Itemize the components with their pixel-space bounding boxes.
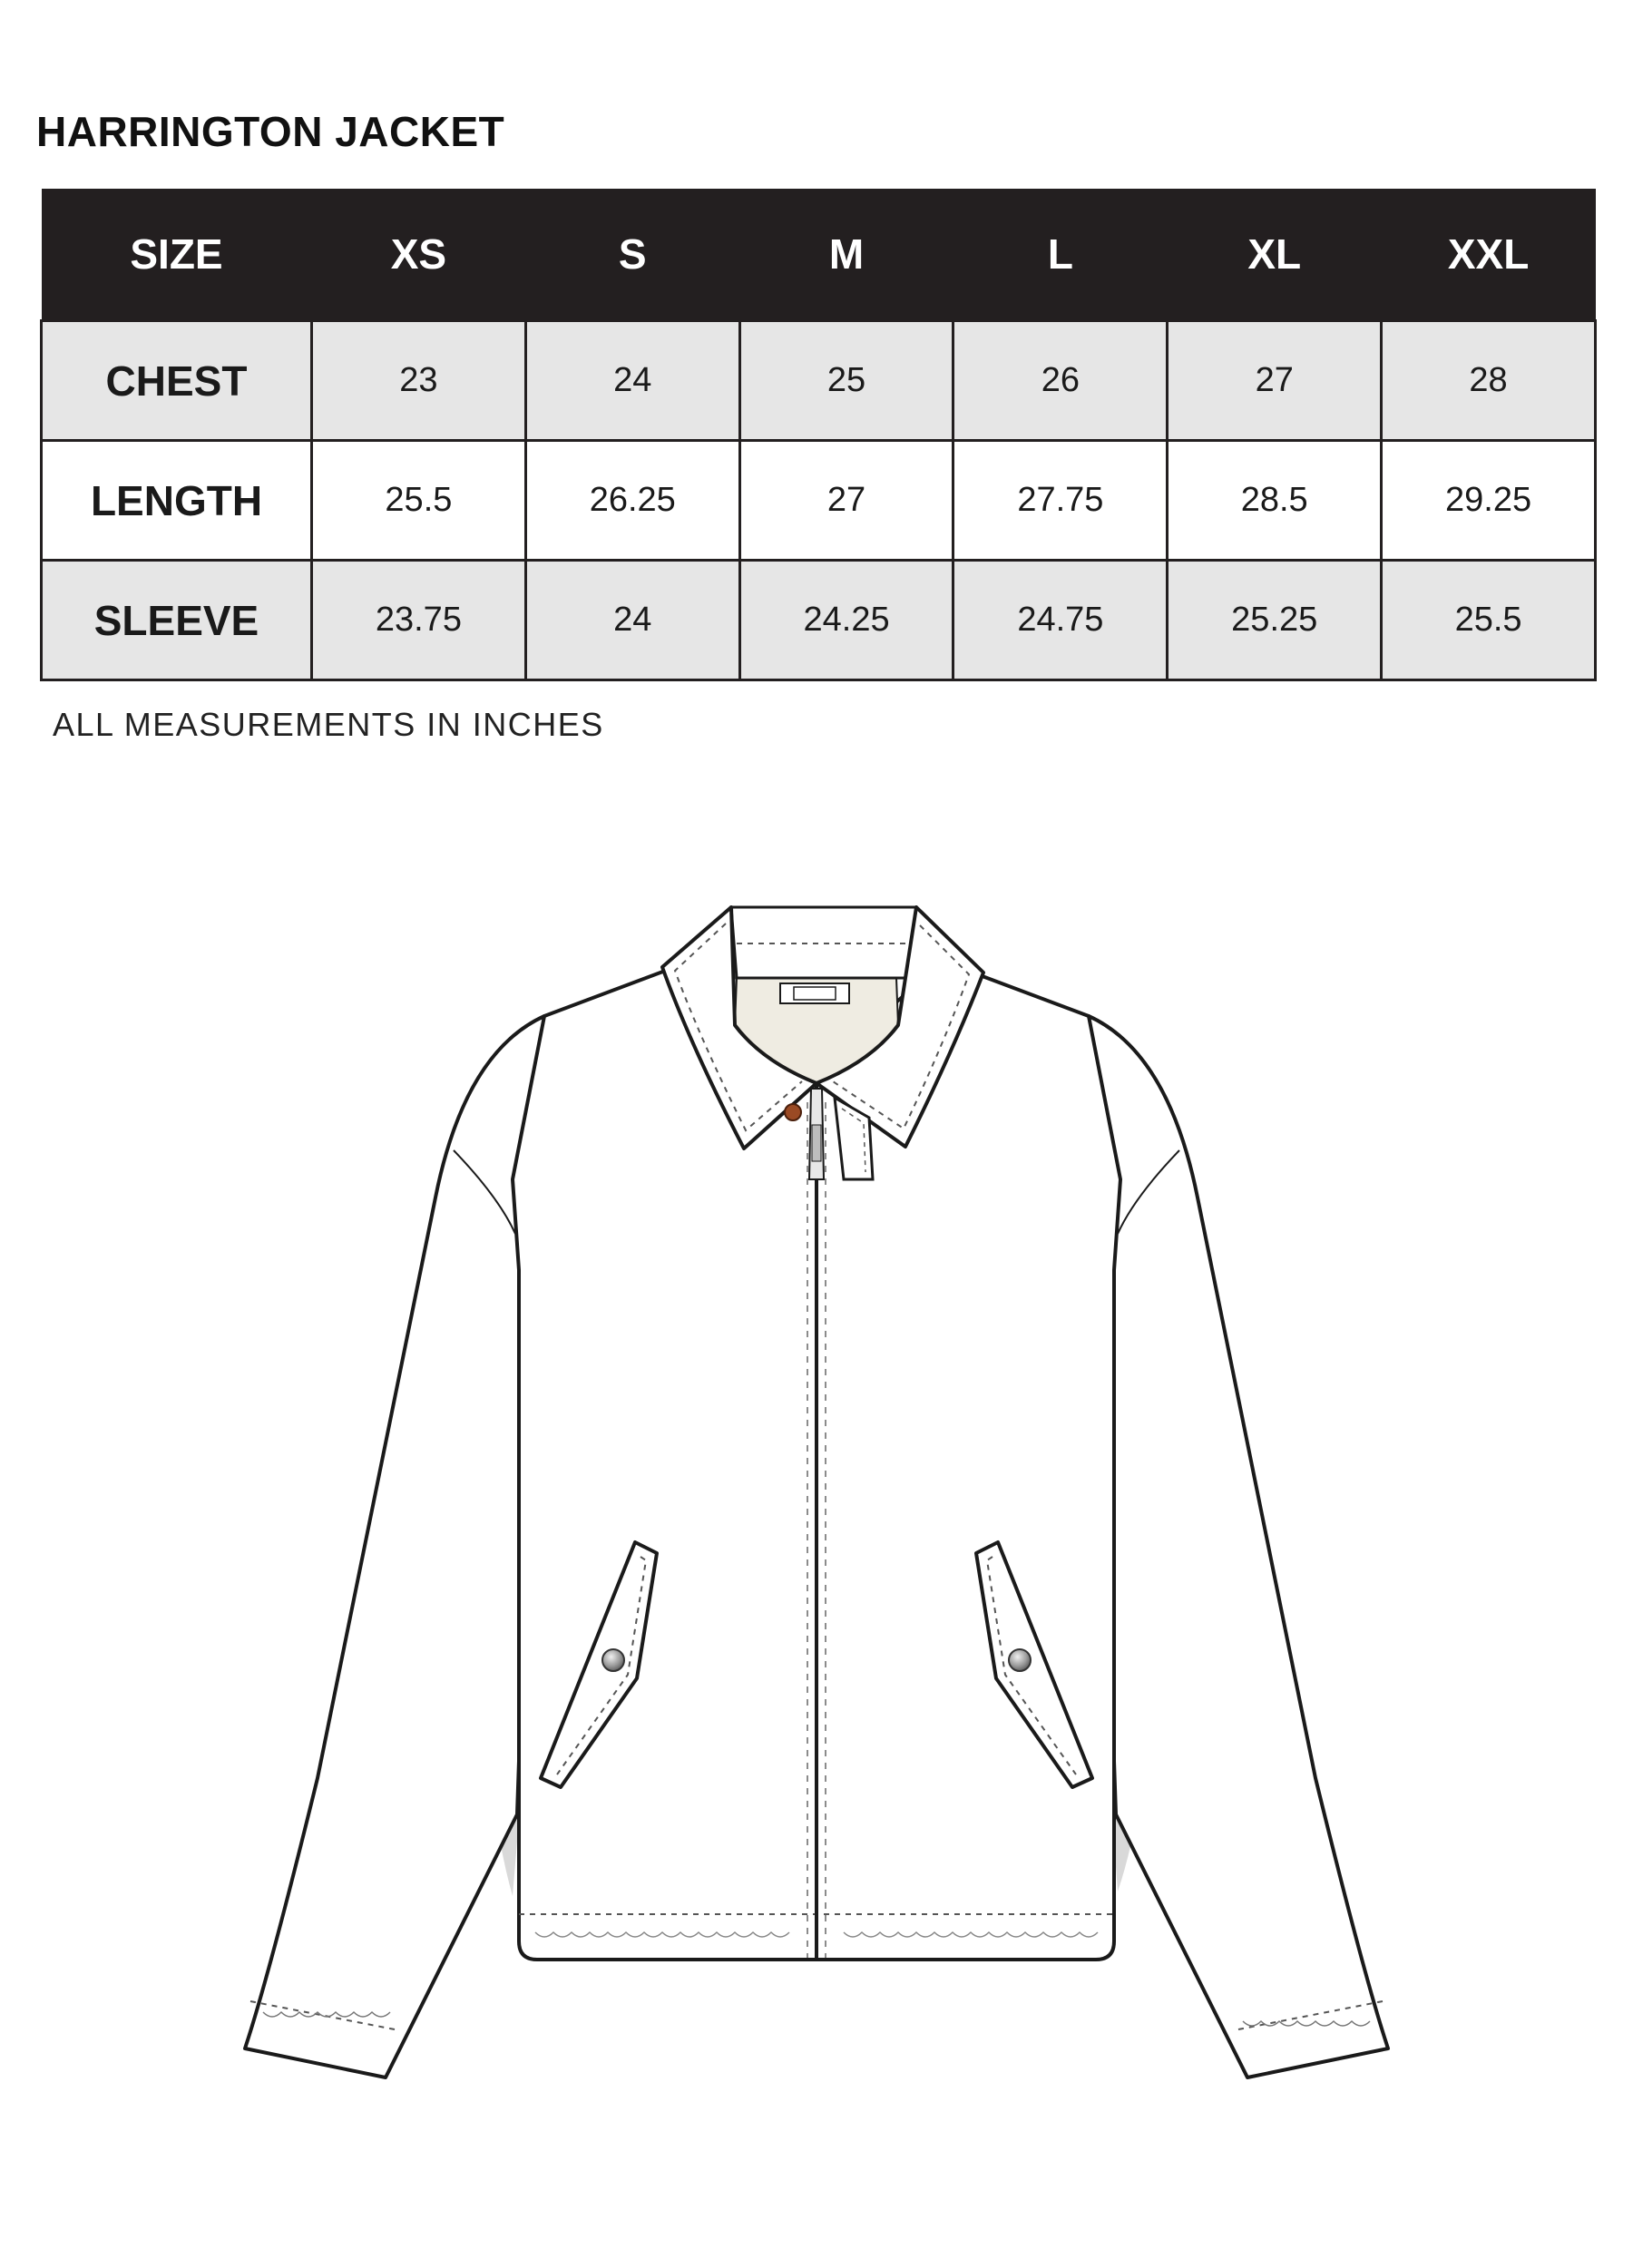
row-label-chest: CHEST	[42, 321, 312, 441]
header-size-s: S	[525, 189, 739, 321]
table-cell: 27.75	[953, 441, 1168, 561]
header-size-label: SIZE	[42, 189, 312, 321]
right-pocket-snap-icon	[1009, 1649, 1031, 1671]
table-cell: 27	[739, 441, 953, 561]
row-label-length: LENGTH	[42, 441, 312, 561]
table-cell: 24	[525, 321, 739, 441]
table-cell: 27	[1168, 321, 1382, 441]
table-cell: 25.5	[312, 441, 526, 561]
table-cell: 25.25	[1168, 561, 1382, 680]
header-size-xxl: XXL	[1382, 189, 1596, 321]
header-size-m: M	[739, 189, 953, 321]
table-cell: 24	[525, 561, 739, 680]
table-cell: 26.25	[525, 441, 739, 561]
table-cell: 24.75	[953, 561, 1168, 680]
collar-button-icon	[785, 1104, 801, 1120]
table-cell: 23	[312, 321, 526, 441]
header-size-l: L	[953, 189, 1168, 321]
measurement-note: ALL MEASUREMENTS IN INCHES	[53, 706, 604, 743]
left-sleeve	[245, 1016, 544, 2077]
right-sleeve	[1089, 1016, 1388, 2077]
table-cell: 23.75	[312, 561, 526, 680]
left-pocket-snap-icon	[602, 1649, 624, 1671]
header-size-xs: XS	[312, 189, 526, 321]
page-title: HARRINGTON JACKET	[36, 108, 505, 155]
row-label-sleeve: SLEEVE	[42, 561, 312, 680]
table-cell: 25.5	[1382, 561, 1596, 680]
table-cell: 28	[1382, 321, 1596, 441]
table-cell: 29.25	[1382, 441, 1596, 561]
table-cell: 24.25	[739, 561, 953, 680]
table-cell: 28.5	[1168, 441, 1382, 561]
table-cell: 26	[953, 321, 1168, 441]
zipper-pull-tab	[812, 1125, 821, 1161]
header-size-xl: XL	[1168, 189, 1382, 321]
neck-label-inner	[794, 987, 836, 1000]
table-cell: 25	[739, 321, 953, 441]
